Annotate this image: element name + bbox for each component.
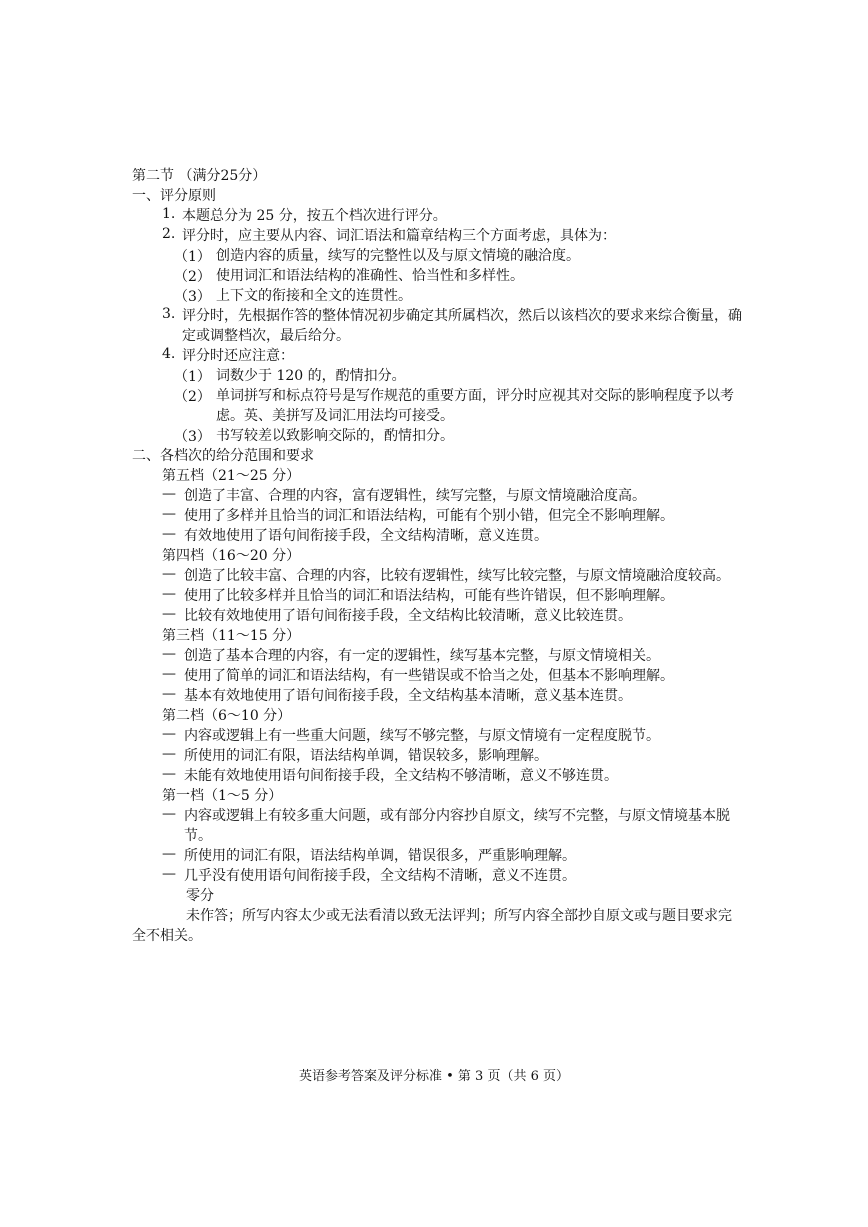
band-point (132, 686, 742, 706)
bands-heading: 二、各档次的给分范围和要求 (132, 448, 314, 464)
point-text: 使用了简单的词汇和语法结构，有一些错误或不恰当之处，但基本不影响理解。 (184, 668, 674, 684)
band-point (132, 606, 742, 626)
band-point (132, 746, 742, 766)
item-text: 评分时，应主要从内容、词汇语法和篇章结构三个方面考虑，具体为： (182, 228, 616, 244)
point-text: 创造了丰富、合理的内容，富有逻辑性，续写完整，与原文情境融洽度高。 (184, 488, 646, 504)
item-marker: 2. (162, 226, 176, 242)
point-text: 创造了比较丰富、合理的内容，比较有逻辑性，续写比较完整，与原文情境融洽度较高。 (184, 568, 730, 584)
principle-sub-item (132, 386, 742, 426)
dash-marker: — (162, 506, 176, 522)
point-text: 内容或逻辑上有较多重大问题，或有部分内容抄自原文，续写不完整，与原文情境基本脱节。 (184, 808, 730, 844)
dash-marker: — (162, 566, 176, 582)
band-point (132, 666, 742, 686)
point-text: 使用了多样并且恰当的词汇和语法结构，可能有个别小错，但完全不影响理解。 (184, 508, 674, 524)
principle-sub-item (132, 286, 742, 306)
principle-item-4 (132, 346, 742, 366)
item-marker: 1. (162, 206, 176, 222)
band-point (132, 866, 742, 886)
sub-text: 使用词汇和语法结构的准确性、恰当性和多样性。 (216, 268, 524, 284)
dash-marker: — (162, 846, 176, 862)
sub-marker: （3） (174, 289, 211, 305)
dash-marker: — (162, 866, 176, 882)
sub-text: 书写较差以致影响交际的，酌情扣分。 (216, 428, 454, 444)
band-title-1: 第一档（1～5 分） (162, 788, 283, 804)
sub-marker: （1） (174, 249, 211, 265)
band-title-3: 第三档（11～15 分） (162, 628, 301, 644)
band-point (132, 766, 742, 786)
dash-marker: — (162, 806, 176, 822)
sub-text: 创造内容的质量，续写的完整性以及与原文情境的融洽度。 (216, 248, 580, 264)
sub-marker: （3） (174, 429, 211, 445)
band-point (132, 566, 742, 586)
band-point (132, 506, 742, 526)
sub-text: 词数少于 120 的，酌情扣分。 (216, 368, 406, 384)
item-text: 评分时还应注意： (182, 348, 294, 364)
principles-heading: 一、评分原则 (132, 188, 216, 204)
principle-item-1 (132, 206, 742, 226)
band-title-2: 第二档（6～10 分） (162, 708, 292, 724)
sub-marker: （1） (174, 369, 211, 385)
sub-text: 单词拼写和标点符号是写作规范的重要方面，评分时应视其对交际的影响程度予以考虑。英、美拼写及词汇用法均可接受。 (216, 388, 734, 424)
band-point (132, 586, 742, 606)
principle-item-3 (132, 306, 742, 346)
band-point (132, 806, 742, 846)
band-point (132, 646, 742, 666)
point-text: 使用了比较多样并且恰当的词汇和语法结构，可能有些许错误，但不影响理解。 (184, 588, 674, 604)
point-text: 创造了基本合理的内容，有一定的逻辑性，续写基本完整，与原文情境相关。 (184, 648, 660, 664)
dash-marker: — (162, 686, 176, 702)
sub-text: 上下文的衔接和全文的连贯性。 (216, 288, 412, 304)
point-text: 所使用的词汇有限，语法结构单调，错误较多，影响理解。 (184, 748, 548, 764)
point-text: 有效地使用了语句间衔接手段，全文结构清晰，意义连贯。 (184, 528, 548, 544)
dash-marker: — (162, 586, 176, 602)
band-title-5: 第五档（21～25 分） (162, 468, 301, 484)
page-content (132, 166, 742, 946)
point-text: 几乎没有使用语句间衔接手段，全文结构不清晰，意义不连贯。 (184, 868, 576, 884)
sub-marker: （2） (174, 269, 211, 285)
section-title: 第二节 （满分25分） (132, 168, 267, 184)
item-text: 评分时，先根据作答的整体情况初步确定其所属档次，然后以该档次的要求来综合衡量，确定或调整档次，最后给分。 (182, 308, 742, 344)
item-marker: 4. (162, 346, 176, 362)
dash-marker: — (162, 746, 176, 762)
point-text: 基本有效地使用了语句间衔接手段，全文结构基本清晰，意义基本连贯。 (184, 688, 632, 704)
item-text: 本题总分为 25 分，按五个档次进行评分。 (182, 208, 447, 224)
principle-sub-item (132, 266, 742, 286)
point-text: 未能有效地使用语句间衔接手段，全文结构不够清晰，意义不够连贯。 (184, 768, 618, 784)
point-text: 内容或逻辑上有一些重大问题，续写不够完整，与原文情境有一定程度脱节。 (184, 728, 660, 744)
zero-band-text: 未作答；所写内容太少或无法看清以致无法评判；所写内容全部抄自原文或与题目要求完全不相关。 (132, 908, 732, 944)
band-point (132, 526, 742, 546)
zero-band-title: 零分 (186, 888, 214, 904)
principle-sub-item (132, 366, 742, 386)
dash-marker: — (162, 666, 176, 682)
point-text: 所使用的词汇有限，语法结构单调，错误很多，严重影响理解。 (184, 848, 576, 864)
dash-marker: — (162, 646, 176, 662)
dash-marker: — (162, 726, 176, 742)
band-point (132, 726, 742, 746)
dash-marker: — (162, 606, 176, 622)
dash-marker: — (162, 766, 176, 782)
principle-item-2 (132, 226, 742, 246)
principle-sub-item (132, 246, 742, 266)
principle-sub-item (132, 426, 742, 446)
item-marker: 3. (162, 306, 176, 322)
sub-marker: （2） (174, 389, 211, 405)
band-point (132, 486, 742, 506)
band-point (132, 846, 742, 866)
page-footer: 英语参考答案及评分标准 • 第 3 页（共 6 页） (298, 1069, 569, 1084)
dash-marker: — (162, 486, 176, 502)
band-title-4: 第四档（16～20 分） (162, 548, 301, 564)
dash-marker: — (162, 526, 176, 542)
point-text: 比较有效地使用了语句间衔接手段，全文结构比较清晰，意义比较连贯。 (184, 608, 632, 624)
